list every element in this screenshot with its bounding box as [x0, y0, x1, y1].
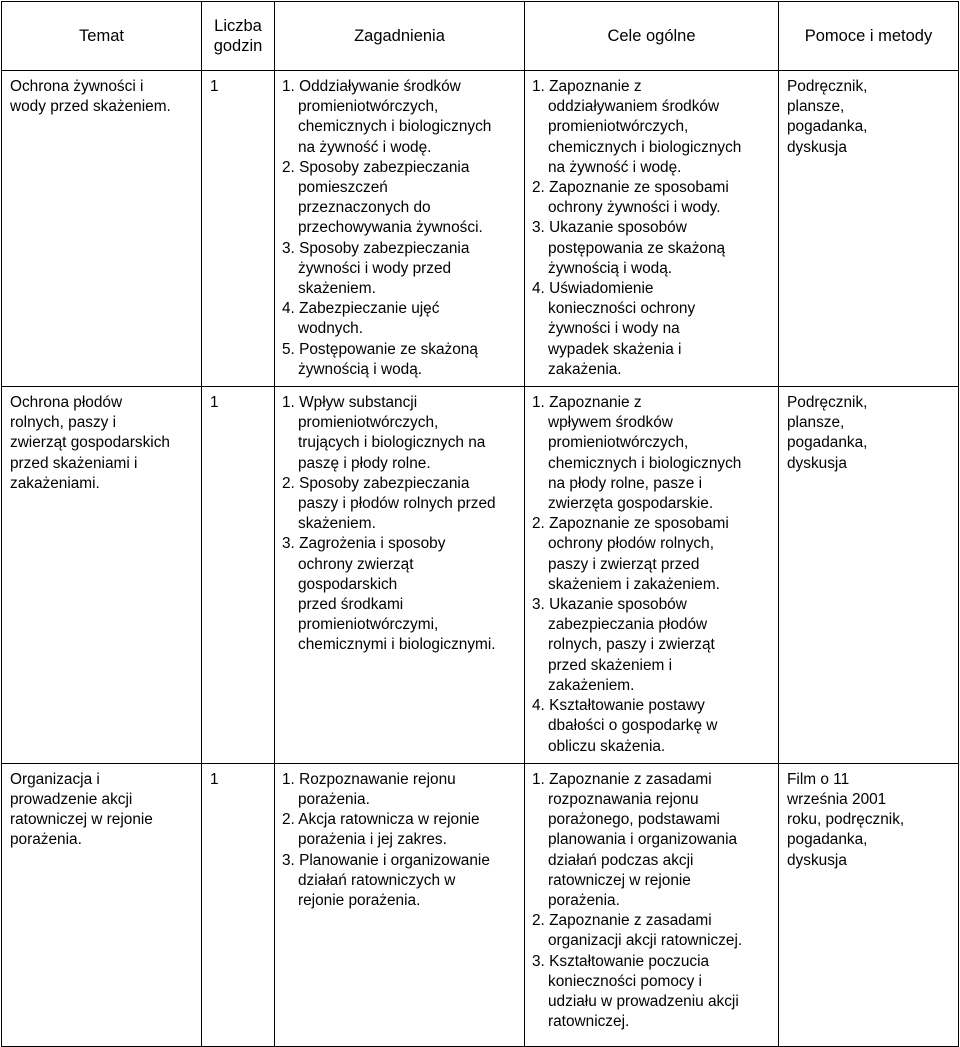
goals-line: udziału w prowadzeniu akcji [548, 992, 739, 1010]
header-liczba-godzin: Liczba godzin [202, 2, 275, 71]
issues-line: przeznaczonych do [298, 199, 431, 217]
hours-cell [202, 71, 275, 387]
issues-cell [275, 387, 525, 764]
goals-line: 1. Zapoznanie z zasadami [532, 770, 712, 788]
goals-line: 1. Zapoznanie z [532, 78, 642, 95]
goals-line: promieniotwórczych, [548, 118, 689, 136]
goals-line: konieczności ochrony [548, 300, 696, 318]
hours-value: 1 [210, 78, 219, 95]
goals-line: promieniotwórczych, [548, 434, 689, 452]
issues-line: 1. Wpływ substancji [282, 394, 418, 412]
issues-line: działań ratowniczych w [298, 871, 456, 889]
table-row [2, 387, 959, 764]
goals-line: 3. Kształtowanie poczucia [532, 952, 710, 970]
aids-line: Podręcznik, [787, 394, 868, 412]
aids-line: pogadanka, [787, 831, 868, 849]
table-header [2, 2, 959, 71]
issues-line: chemicznymi i biologicznymi. [298, 636, 496, 654]
topic-line: prowadzenie akcji [10, 790, 133, 808]
issues-line: 5. Postępowanie ze skażoną [282, 340, 478, 358]
issues-line: promieniotwórczych, [298, 414, 439, 432]
issues-line: pomieszczeń [298, 179, 388, 197]
issues-line: porażenia i jej zakres. [298, 831, 447, 849]
goals-line: rolnych, paszy i zwierząt [548, 636, 715, 654]
aids-line: pogadanka, [787, 434, 868, 452]
hours-cell [202, 763, 275, 1046]
issues-line: 1. Rozpoznawanie rejonu [282, 770, 456, 788]
topic-line: rolnych, paszy i [10, 414, 117, 432]
issues-line: paszy i płodów rolnych przed [298, 495, 496, 513]
aids-line: września 2001 [787, 790, 887, 808]
issues-line: 4. Zabezpieczanie ujęć [282, 300, 440, 318]
goals-line: porażenia. [548, 891, 620, 909]
issues-line: żywnością i wodą. [298, 360, 423, 378]
goals-line: na płody rolne, pasze i [548, 474, 703, 492]
goals-line: 2. Zapoznanie z zasadami [532, 912, 712, 930]
topic-line: ratowniczej w rejonie [10, 811, 153, 829]
goals-line: zakażenia. [548, 360, 622, 378]
goals-line: rozpoznawania rejonu [548, 790, 699, 808]
topic-line: zakażeniami. [10, 474, 100, 492]
goals-line: przed skażeniem i [548, 656, 673, 674]
aids-line: Film o 11 [787, 770, 850, 788]
header-pomoce-i-metody: Pomoce i metody [779, 2, 959, 71]
topic-cell [2, 71, 202, 387]
goals-line: organizacji akcji ratowniczej. [548, 932, 743, 950]
issues-line: promieniotwórczych, [298, 98, 439, 116]
topic-line: Ochrona płodów [10, 394, 123, 412]
aids-line: dyskusja [787, 138, 847, 156]
goals-line: planowania i organizowania [548, 831, 738, 849]
topic-line: Ochrona żywności i [10, 78, 144, 95]
goals-line: ratowniczej w rejonie [548, 871, 691, 889]
aids-line: dyskusja [787, 454, 847, 472]
aids-line: pogadanka, [787, 118, 868, 136]
goals-line: zabezpieczania płodów [548, 616, 708, 634]
issues-line: 3. Zagrożenia i sposoby [282, 535, 446, 553]
goals-line: na żywność i wodę. [548, 158, 682, 176]
goals-line: żywnością i wodą. [548, 259, 673, 277]
aids-line: plansze, [787, 98, 845, 116]
goals-line: 3. Ukazanie sposobów [532, 596, 687, 614]
issues-line: 1. Oddziaływanie środków [282, 78, 461, 95]
topic-line: przed skażeniami i [10, 454, 138, 472]
table-row [2, 71, 959, 387]
goals-line: postępowania ze skażoną [548, 239, 726, 257]
header-cele-ogolne: Cele ogólne [525, 2, 779, 71]
table-row [2, 763, 959, 1046]
goals-cell [525, 387, 779, 764]
goals-line: paszy i zwierząt przed [548, 555, 700, 573]
issues-line: paszę i płody rolne. [298, 454, 431, 472]
hours-value: 1 [210, 770, 219, 788]
hours-value: 1 [210, 394, 219, 412]
issues-line: ochrony zwierząt [298, 555, 414, 573]
goals-line: skażeniem i zakażeniem. [548, 575, 720, 593]
topic-line: wody przed skażeniem. [10, 98, 171, 116]
goals-cell [525, 71, 779, 387]
issues-line: 3. Sposoby zabezpieczania [282, 239, 470, 257]
goals-line: porażonego, podstawami [548, 811, 720, 829]
goals-line: 3. Ukazanie sposobów [532, 219, 687, 237]
issues-line: żywności i wody przed [298, 259, 452, 277]
issues-line: skażeniem. [298, 515, 376, 533]
issues-line: trujących i biologicznych na [298, 434, 486, 452]
goals-line: oddziaływaniem środków [548, 98, 720, 116]
goals-line: obliczu skażenia. [548, 737, 666, 755]
goals-line: chemicznych i biologicznych [548, 138, 742, 156]
goals-line: 2. Zapoznanie ze sposobami [532, 515, 729, 533]
header-temat: Temat [2, 2, 202, 71]
goals-line: wpływem środków [548, 414, 673, 432]
issues-line: 2. Sposoby zabezpieczania [282, 158, 470, 176]
issues-line: chemicznych i biologicznych [298, 118, 492, 136]
issues-line: 3. Planowanie i organizowanie [282, 851, 490, 869]
aids-cell [779, 763, 959, 1046]
goals-line: chemicznych i biologicznych [548, 454, 742, 472]
topic-cell [2, 387, 202, 764]
goals-line: zwierzęta gospodarskie. [548, 495, 714, 513]
issues-line: przed środkami [298, 596, 404, 614]
topic-cell [2, 763, 202, 1046]
aids-line: Podręcznik, [787, 78, 868, 95]
issues-cell [275, 71, 525, 387]
hours-cell [202, 387, 275, 764]
goals-line: 2. Zapoznanie ze sposobami [532, 179, 729, 197]
goals-line: ochrony płodów rolnych, [548, 535, 714, 553]
goals-line: dbałości o gospodarkę w [548, 717, 718, 735]
issues-line: porażenia. [298, 790, 370, 808]
issues-line: 2. Sposoby zabezpieczania [282, 474, 470, 492]
topic-line: porażenia. [10, 831, 82, 849]
goals-line: 4. Kształtowanie postawy [532, 697, 705, 715]
aids-line: roku, podręcznik, [787, 811, 905, 829]
goals-line: działań podczas akcji [548, 851, 694, 869]
goals-line: 4. Uświadomienie [532, 280, 654, 298]
goals-line: ochrony żywności i wody. [548, 199, 721, 217]
goals-cell [525, 763, 779, 1046]
issues-line: 2. Akcja ratownicza w rejonie [282, 811, 480, 829]
goals-line: wypadek skażenia i [548, 340, 682, 358]
goals-line: ratowniczej. [548, 1013, 630, 1031]
issues-line: skażeniem. [298, 280, 376, 298]
goals-line: zakażeniem. [548, 676, 635, 694]
issues-line: rejonie porażenia. [298, 891, 421, 909]
curriculum-table [1, 1, 959, 1047]
topic-line: Organizacja i [10, 770, 100, 788]
aids-cell [779, 387, 959, 764]
header-zagadnienia: Zagadnienia [275, 2, 525, 71]
topic-line: zwierząt gospodarskich [10, 434, 170, 452]
issues-line: promieniotwórczymi, [298, 616, 439, 634]
aids-cell [779, 71, 959, 387]
aids-line: dyskusja [787, 851, 847, 869]
goals-line: konieczności pomocy i [548, 972, 702, 990]
issues-line: przechowywania żywności. [298, 219, 483, 237]
goals-line: 1. Zapoznanie z [532, 394, 642, 412]
issues-cell [275, 763, 525, 1046]
issues-line: na żywność i wodę. [298, 138, 432, 156]
goals-line: żywności i wody na [548, 320, 680, 338]
aids-line: plansze, [787, 414, 845, 432]
issues-line: wodnych. [298, 320, 364, 338]
issues-line: gospodarskich [298, 575, 398, 593]
